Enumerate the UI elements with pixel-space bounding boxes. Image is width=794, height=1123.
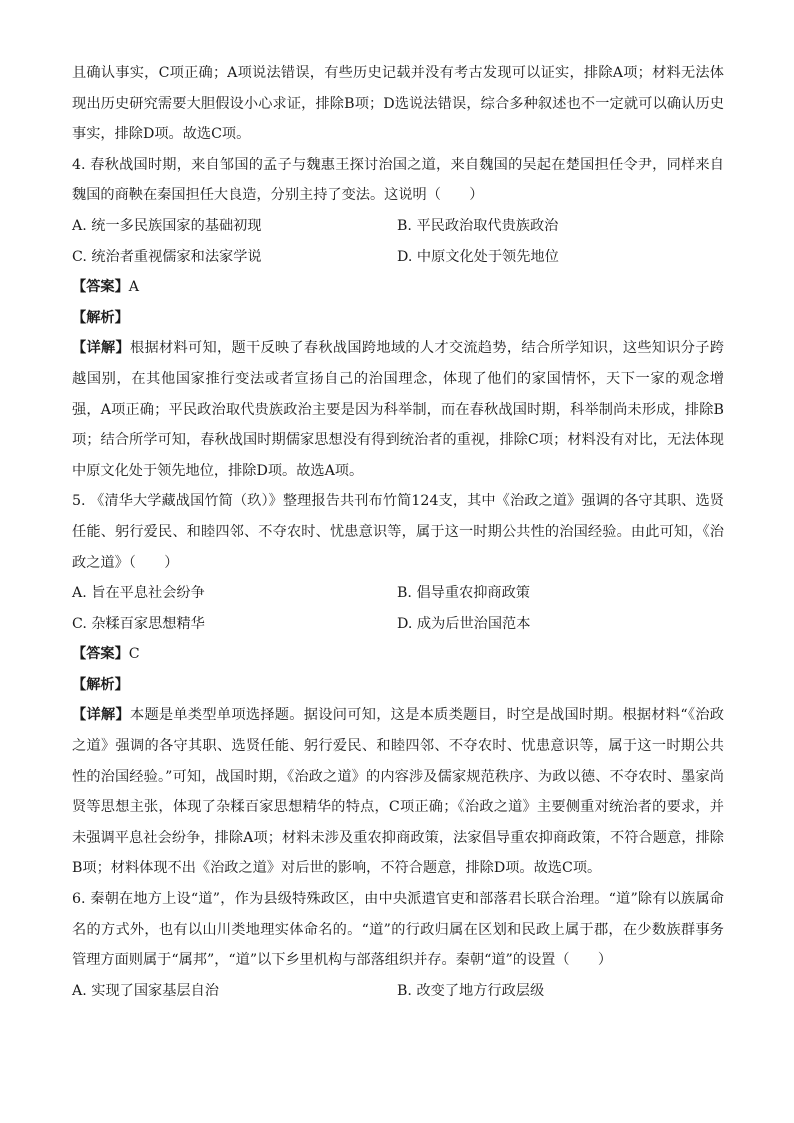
section-tag: 【解析】 — [72, 676, 129, 693]
option-item: D. 成为后世治国范本 — [397, 615, 531, 632]
paragraph: 且确认事实，C项正确；A项说法错误，有些历史记载并没有考古发现可以证实，排除A项；材料无法体现出历史研究需要大胆假设小心求证，排除B项；D选说法错误，综合多种叙述也不一定就可以确认历史事实，排除D项。故选C项。 — [72, 65, 724, 143]
paragraph: 4. 春秋战国时期，来自邹国的孟子与魏惠王探讨治国之道，来自魏国的吴起在楚国担任令尹，同样来自魏国的商鞅在秦国担任大良造，分别主持了变法。这说明（ ） — [72, 156, 724, 204]
tagged-paragraph — [72, 670, 724, 701]
section-tag: 【详解】 — [72, 707, 130, 724]
tagged-text: 根据材料可知，题干反映了春秋战国跨地域的人才交流趋势，结合所学知识，这些知识分子跨越国别，在其他国家推行变法或者宣扬自己的治国理念，体现了他们的家国情怀，天下一家的观念增强，A项正确；平民政治取代贵族政治主要是因为科举制，而在春秋战国时期，科举制尚未形成，排除B项；结合所学可知，春秋战国时期儒家思想没有得到统治者的重视，排除C项；材料没有对比，无法体现中原文化处于领先地位，排除D项。故选A项。 — [72, 340, 724, 479]
section-tag: 【解析】 — [72, 309, 129, 326]
option-item: A. 实现了国家基层自治 — [72, 982, 219, 999]
option-item: C. 杂糅百家思想精华 — [72, 615, 205, 632]
tagged-paragraph — [72, 303, 724, 334]
tagged-paragraph — [72, 700, 724, 884]
answer-options — [72, 976, 724, 1007]
paragraph: 6. 秦朝在地方上设“道”，作为县级特殊政区，由中央派遣官吏和部落君长联合治理。“道”除有以族属命名的方式外，也有以山川类地理实体命名的。“道”的行政归属在区划和民政上属于郡，在少数族群事务管理方面则属于“属邦”，“道”以下乡里机构与部落组织并存。秦朝“道”的设置（ ） — [72, 891, 724, 969]
option-item: B. 改变了地方行政层级 — [397, 982, 545, 999]
option-item: A. 统一多民族国家的基础初现 — [72, 217, 262, 234]
answer-options — [72, 211, 724, 272]
option-item: D. 中原文化处于领先地位 — [397, 248, 559, 265]
section-tag: 【答案】 — [72, 279, 129, 296]
tagged-paragraph — [72, 272, 724, 303]
tagged-paragraph — [72, 333, 724, 486]
tagged-text: A — [128, 279, 140, 296]
option-item: B. 平民政治取代贵族政治 — [397, 217, 559, 234]
tagged-text: 本题是单类型单项选择题。据设问可知，这是本质类题目，时空是战国时期。根据材料“《治政之道》强调的各守其职、选贤任能、躬行爱民、和睦四邻、不夺农时、忧患意识等，属于这一时期公共性的治国经验。”可知，战国时期，《治政之道》的内容涉及儒家规范秩序、为政以德、不夺农时、墨家尚贤等思想主张，体现了杂糅百家思想精华的特点，C项正确；《治政之道》主要侧重对统治者的要求，并未强调平息社会纷争，排除A项；材料未涉及重农抑商政策，法家倡导重农抑商政策，不符合题意，排除B项；材料体现不出《治政之道》对后世的影响，不符合题意，排除D项。故选C项。 — [72, 707, 724, 877]
option-item: C. 统治者重视儒家和法家学说 — [72, 248, 262, 265]
tagged-text: C — [128, 646, 140, 663]
option-item: B. 倡导重农抑商政策 — [397, 585, 530, 602]
section-tag: 【详解】 — [72, 340, 130, 357]
option-item: A. 旨在平息社会纷争 — [72, 585, 205, 602]
paragraph: 5. 《清华大学藏战国竹简（玖）》整理报告共刊布竹简124支，其中《治政之道》强调的各守其职、选贤任能、躬行爱民、和睦四邻、不夺农时、忧患意识等，属于这一时期公共性的治国经验。由此可知，《治政之道》（ ） — [72, 493, 724, 571]
section-tag: 【答案】 — [72, 646, 129, 663]
answer-options — [72, 578, 724, 639]
tagged-paragraph — [72, 639, 724, 670]
